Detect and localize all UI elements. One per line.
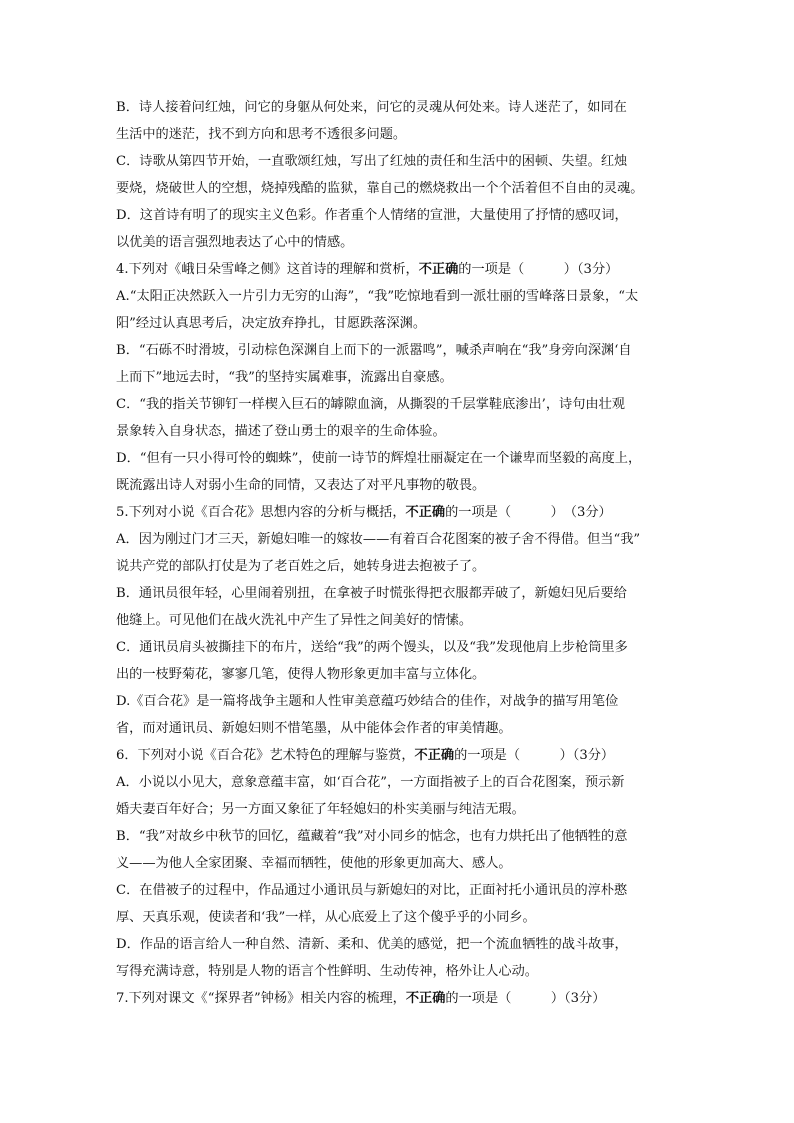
question-7 (116, 985, 682, 1012)
question-4 (116, 256, 682, 499)
option-line: 既流露出诗人对弱小生命的同情，又表达了对平凡事物的敬畏。 (116, 478, 486, 493)
option-line: 说共产党的部队打仗是为了老百姓之后，她转身进去抱被子了。 (116, 559, 486, 574)
option-line: A．小说以小见大，意象意蕴丰富，如‘百合花”，一方面指被子上的百合花图案，预示新 (116, 775, 625, 790)
option-line: 景象转入自身状态，描述了登山勇士的艰辛的生命体验。 (116, 424, 446, 439)
text-line: 以优美的语言强烈地表达了心中的情感。 (116, 235, 354, 250)
question-5-stem (116, 499, 682, 526)
option-line: C．通讯员肩头被撕挂下的布片，送给“我”的两个馒头，以及“我”发现他肩上步枪筒里多 (116, 640, 628, 655)
question-stem-pre: 6．下列对小说《百合花》艺术特色的理解与鉴赏， (116, 748, 415, 763)
question-6-stem (116, 742, 682, 769)
question-4-stem (116, 256, 682, 283)
option-line: B．通讯员很年轻，心里闹着别扭，在拿被子时慌张得把衣服都弄破了，新媳妇见后要给 (116, 586, 627, 601)
question-stem-pre: 7.下列对课文《“探界者”钟杨》相关内容的梳理， (116, 991, 406, 1006)
text-line: D．这首诗有明了的现实主义色彩。作者重个人情绪的宣泄，大量使用了抒情的感叹词， (116, 208, 628, 223)
question-stem-emphasis: 不正确 (414, 748, 455, 763)
option-line: 阳”经过认真思考后，决定放弃挣扎，甘愿跌落深渊。 (116, 316, 427, 331)
question-3-options-continued (116, 94, 682, 256)
option-line: 他缝上。可见他们在战火洗礼中产生了异性之间美好的情愫。 (116, 613, 473, 628)
option-line: D.《百合花》是一篇将战争主题和人性审美意蕴巧妙结合的佳作，对战争的描写用笔俭 (116, 694, 619, 709)
option-line: 婚夫妻百年好合；另一方面又象征了年轻媳妇的朴实美丽与纯洁无瑕。 (116, 802, 525, 817)
text-line: 要烧，烧破世人的空想，烧掉残酷的监狱，靠自己的燃烧救出一个个活着但不自由的灵魂。 (116, 181, 644, 196)
option-line: A．因为刚过门才三天，新媳妇唯一的嫁妆——有着百合花图案的被子舍不得借。但当“我” (116, 532, 641, 547)
option-line: 省，而对通讯员、新媳妇则不惜笔墨，从中能体会作者的审美情趣。 (116, 721, 512, 736)
option-line: 厚、天真乐观，使读者和‘我”一样，从心底爱上了这个傻乎乎的小同乡。 (116, 910, 536, 925)
question-stem-emphasis: 不正确 (405, 991, 446, 1006)
question-stem-post: 的一项是（ ）（3分） (454, 748, 615, 763)
text-line: C．诗歌从第四节开始，一直歌颂红烛，写出了红烛的责任和生活中的困顿、失望。红烛 (116, 154, 628, 169)
option-line: 出的一枝野菊花，寥寥几笔，使得人物形象更加丰富与立体化。 (116, 667, 486, 682)
option-line: D．作品的语言给人一种自然、清新、柔和、优美的感觉，把一个流血牺牲的战斗故事， (116, 937, 628, 952)
question-stem-pre: 5.下列对小说《百合花》思想内容的分析与概括， (116, 505, 406, 520)
question-stem-post: 的一项是（ ）（3分） (458, 262, 619, 277)
option-line: D．“但有一只小得可怜的蜘蛛”，使前一诗节的辉煌壮丽凝定在一个谦卑而坚毅的高度上， (116, 451, 642, 466)
option-line: B．“石砾不时滑坡，引动棕色深渊自上而下的一派嚣鸣”，喊杀声响在“我”身旁向深渊‘自 (116, 343, 632, 358)
question-6 (116, 742, 682, 985)
question-stem-emphasis: 不正确 (405, 505, 446, 520)
question-stem-pre: 4.下列对《峨日朵雪峰之侧》这首诗的理解和赏析， (116, 262, 419, 277)
option-line: 上而下”地远去时，“我”的坚持实属难事，流露出自豪感。 (116, 370, 453, 385)
text-line: 生活中的迷茫，找不到方向和思考不透很多问题。 (116, 127, 407, 142)
question-stem-emphasis: 不正确 (418, 262, 459, 277)
question-stem-post: 的一项是（ ） （3分） (445, 505, 612, 520)
option-line: 义——为他人全家团聚、幸福而牺牲，使他的形象更加高大、感人。 (116, 856, 512, 871)
option-line: B．“我”对故乡中秋节的回忆，蕴藏着“我”对小同乡的惦念，也有力烘托出了他牺牲的意 (116, 829, 628, 844)
question-stem-post: 的一项是（ ）（3分） (445, 991, 606, 1006)
option-line: C．在借被子的过程中，作品通过小通讯员与新媳妇的对比，正面衬托小通讯员的淳朴憨 (116, 883, 628, 898)
text-line: B．诗人接着问红烛，问它的身躯从何处来，问它的灵魂从何处来。诗人迷茫了，如同在 (116, 100, 627, 115)
option-line: A.“太阳正决然跃入一片引力无穷的山海”，“我”吃惊地看到一派壮丽的雪峰落日景象，“太 (116, 289, 639, 304)
question-7-stem (116, 985, 682, 1012)
question-5 (116, 499, 682, 742)
document-body (116, 94, 682, 1012)
option-line: 写得充满诗意，特别是人物的语言个性鲜明、生动传神，格外让人心动。 (116, 964, 538, 979)
option-line: C．“我的指关节铆钉一样楔入巨石的罅隙血滴，从撕裂的千层掌鞋底渗出’，诗句由壮观 (116, 397, 625, 412)
